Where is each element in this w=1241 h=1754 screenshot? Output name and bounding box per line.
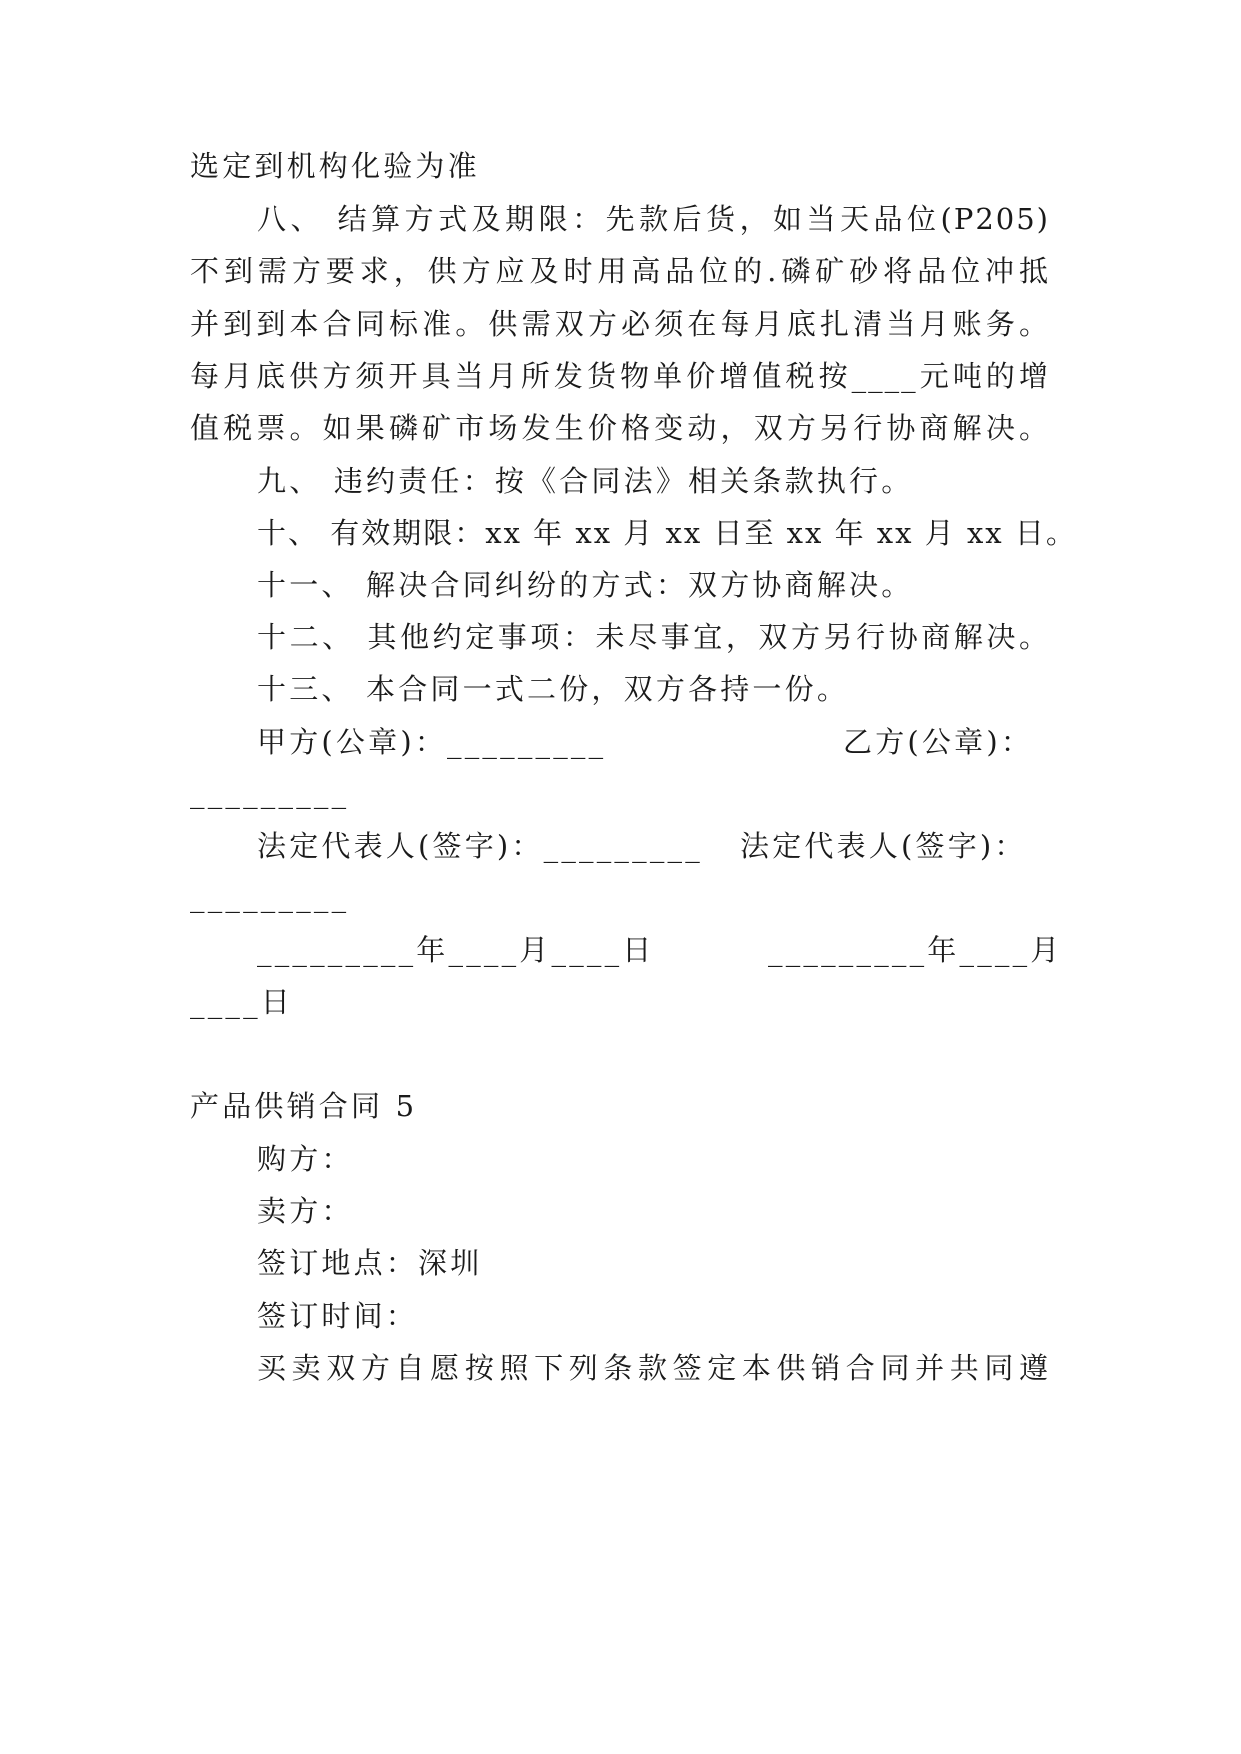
clause-8-line-1: 八、 结算方式及期限：先款后货，如当天品位(P205) [257,202,1050,236]
agreement-intro-line: 买卖双方自愿按照下列条款签定本供销合同并共同遵 [257,1351,1050,1385]
text-line: 选定到机构化验为准 [190,149,480,183]
party-a-seal: 甲方(公章)：_________ [257,725,607,759]
signing-place-line: 签订地点：深圳 [257,1246,483,1280]
seller-line: 卖方： [257,1194,354,1228]
party-b-seal-blank: _________ [190,775,350,809]
clause-8-line-2: 不到需方要求，供方应及时用高品位的.磷矿砂将品位冲抵 [190,254,1050,288]
party-b-date-day: ____日 [190,985,294,1019]
clause-11: 十一、 解决合同纠纷的方式：双方协商解决。 [257,568,914,602]
clause-8-line-4: 每月底供方须开具当月所发货物单价增值税按____元吨的增 [190,359,1050,393]
party-b-seal: 乙方(公章)： [843,725,1034,759]
clause-10: 十、 有效期限：xx 年 xx 月 xx 日至 xx 年 xx 月 xx 日。 [257,516,1077,550]
clause-8-line-5: 值税票。如果磷矿市场发生价格变动，双方另行协商解决。 [190,411,1050,445]
signing-time-line: 签订时间： [257,1299,419,1333]
party-b-representative-blank: _________ [190,879,350,913]
party-b-representative: 法定代表人(签字)： [740,829,1027,863]
party-a-date: _________年____月____日 [257,933,655,967]
party-a-representative: 法定代表人(签字)：_________ [257,829,703,863]
buyer-line: 购方： [257,1142,354,1176]
clause-13: 十三、 本合同一式二份，双方各持一份。 [257,672,850,706]
clause-9: 九、 违约责任：按《合同法》相关条款执行。 [257,464,914,498]
party-b-date: _________年____月 [768,933,1063,967]
clause-8-line-3: 并到到本合同标准。供需双方必须在每月底扎清当月账务。 [190,307,1050,341]
section-title: 产品供销合同 5 [190,1089,418,1123]
clause-12: 十二、 其他约定事项：未尽事宜，双方另行协商解决。 [257,620,1050,654]
